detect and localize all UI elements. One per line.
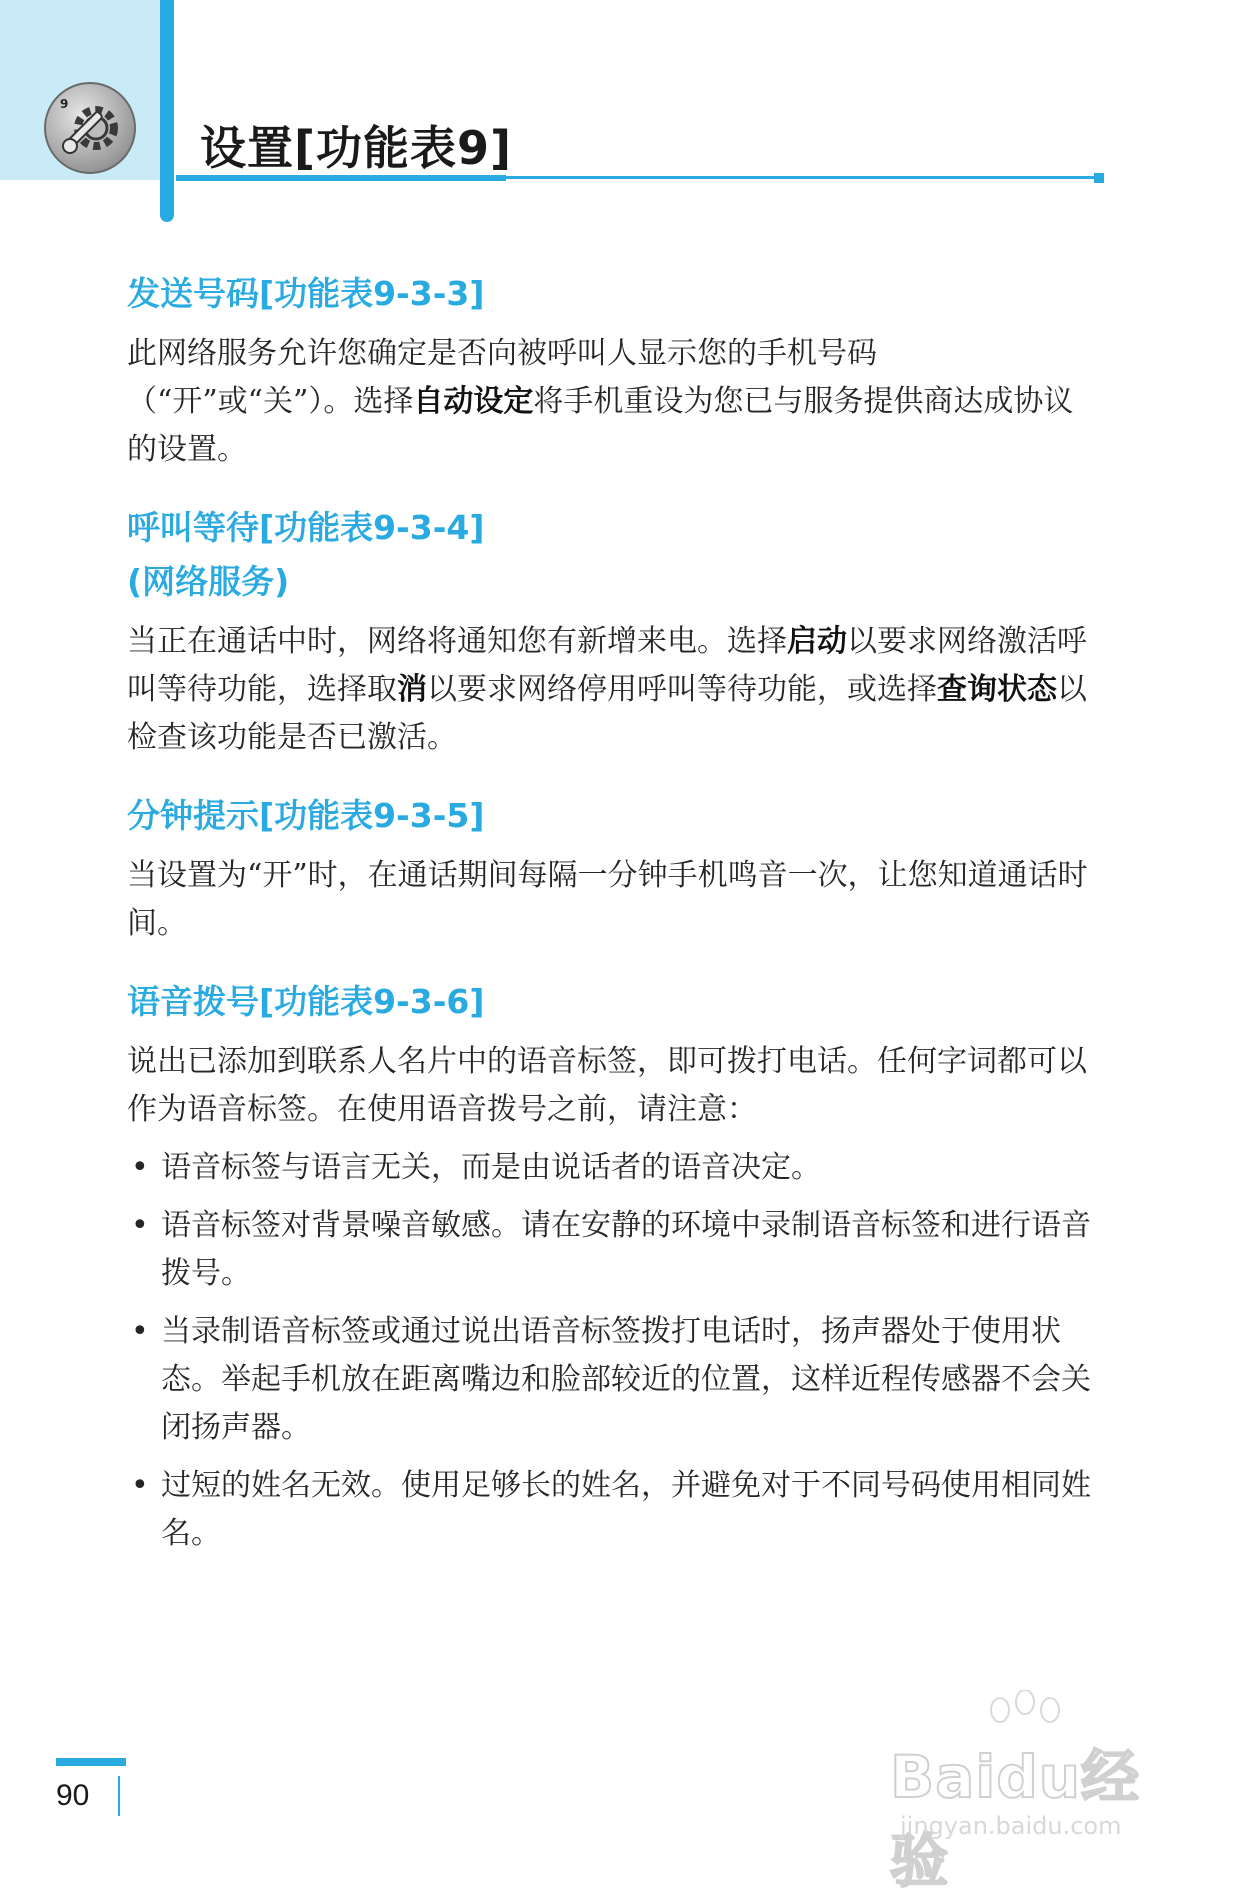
list-item: • 语音标签对背景噪音敏感。请在安静的环境中录制语音标签和进行语音拨号。 bbox=[127, 1202, 1097, 1298]
term-cancel: 消 bbox=[397, 672, 427, 707]
section-voice-dial bbox=[127, 978, 1097, 1558]
section-heading: 语音拨号[功能表9-3-6] bbox=[127, 982, 485, 1021]
list-item: • 当录制语音标签或通过说出语音标签拨打电话时，扬声器处于使用状态。举起手机放在距离嘴边和脸部较近的位置，这样近程传感器不会关闭扬声器。 bbox=[127, 1308, 1097, 1452]
term-auto-set: 自动设定 bbox=[413, 384, 534, 419]
section-call-waiting bbox=[127, 504, 1097, 762]
page-number-bar bbox=[56, 1758, 126, 1766]
section-heading: 呼叫等待[功能表9-3-4] bbox=[127, 508, 485, 547]
list-item: • 过短的姓名无效。使用足够长的姓名，并避免对于不同号码使用相同姓名。 bbox=[127, 1462, 1097, 1558]
section-paragraph: 此网络服务允许您确定是否向被呼叫人显示您的手机号码（“开”或“关”）。选择自动设定将手机重设为您已与服务提供商达成协议的设置。 bbox=[127, 336, 1074, 467]
watermark-url: jingyan.baidu.com bbox=[900, 1812, 1122, 1840]
bullet-dot: • bbox=[131, 1468, 149, 1503]
list-item: • 语音标签与语言无关，而是由说话者的语音决定。 bbox=[127, 1144, 1097, 1192]
term-activate: 启动 bbox=[787, 624, 847, 659]
section-send-number bbox=[127, 270, 1097, 474]
bullet-dot: • bbox=[131, 1314, 149, 1349]
page-title: 设置[功能表9] bbox=[200, 121, 513, 175]
settings-tools-icon bbox=[44, 82, 136, 174]
section-paragraph: 当设置为“开”时，在通话期间每隔一分钟手机鸣音一次，让您知道通话时间。 bbox=[127, 858, 1088, 941]
section-heading: 发送号码[功能表9-3-3] bbox=[127, 274, 485, 313]
section-minute-minder bbox=[127, 792, 1097, 948]
menu-number-badge: 9 bbox=[60, 97, 69, 111]
bullet-dot: • bbox=[131, 1150, 149, 1185]
term-query-status: 查询状态 bbox=[937, 672, 1057, 707]
section-paragraph: 当正在通话中时，网络将通知您有新增来电。选择启动以要求网络激活呼叫等待功能，选择取消以要求网络停用呼叫等待功能，或选择查询状态以检查该功能是否已激活。 bbox=[127, 624, 1087, 755]
page-number: 90 bbox=[56, 1776, 120, 1816]
section-heading: 分钟提示[功能表9-3-5] bbox=[127, 796, 485, 835]
section-paragraph: 说出已添加到联系人名片中的语音标签，即可拨打电话。任何字词都可以作为语音标签。在使用语音拨号之前，请注意： bbox=[127, 1044, 1087, 1127]
title-underline-end-dot bbox=[1094, 173, 1104, 183]
section-subheading: (网络服务) bbox=[127, 562, 290, 601]
baidu-watermark bbox=[890, 1690, 1190, 1895]
title-underline-accent bbox=[176, 175, 506, 181]
bullet-dot: • bbox=[131, 1208, 149, 1243]
header-vertical-bar bbox=[160, 0, 174, 222]
main-content bbox=[127, 270, 1097, 1588]
watermark-brand: Baidu经验 bbox=[890, 1743, 1141, 1895]
bullet-list bbox=[127, 1144, 1097, 1558]
